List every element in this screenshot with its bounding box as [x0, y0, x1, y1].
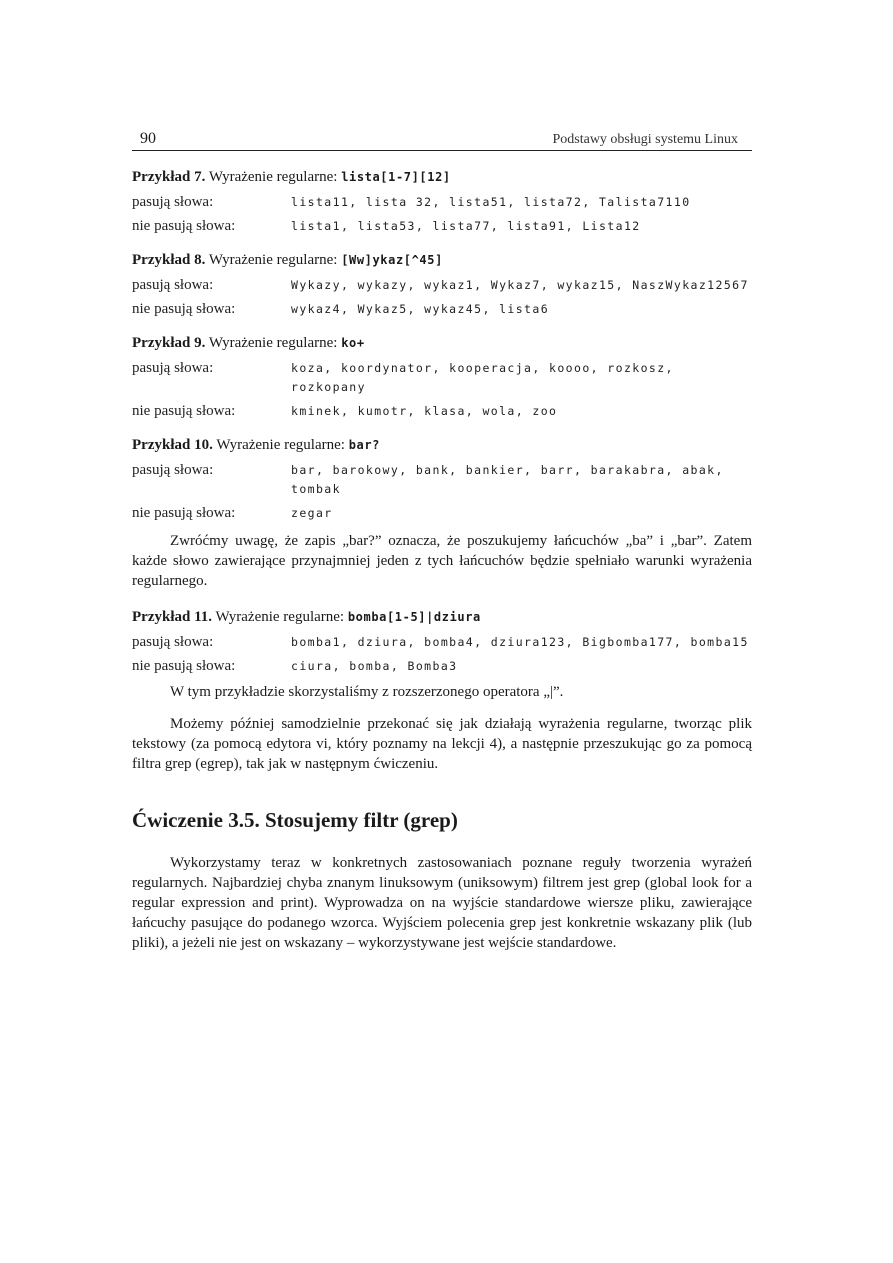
matching-words: Wykazy, wykazy, wykaz1, Wykaz7, wykaz15, NaszWykaz12567 — [291, 278, 749, 292]
page-header — [132, 128, 752, 151]
matching-row — [132, 461, 752, 499]
spacer — [132, 702, 752, 714]
non-matching-label: nie pasują słowa: — [132, 505, 236, 521]
non-matching-row — [132, 402, 752, 421]
regex-pattern: bomba[1-5]|dziura — [347, 610, 481, 624]
example-title — [132, 250, 752, 270]
matching-row — [132, 633, 752, 652]
regex-pattern: bar? — [348, 438, 380, 452]
non-matching-row — [132, 504, 752, 523]
non-matching-words: ciura, bomba, Bomba3 — [291, 659, 458, 673]
matching-words: lista11, lista 32, lista51, lista72, Talista7110 — [291, 195, 691, 209]
matching-words: bomba1, dziura, bomba4, dziura123, Bigbomba177, bomba15 — [291, 635, 749, 649]
grep-intro-paragraph: Możemy później samodzielnie przekonać się jak działają wyrażenia regularne, tworząc plik tekstowy (za pomocą edytora vi, który poznamy na lekcji 4), a następnie przeszukując go za pomocą filtra grep (egrep), tak jak w następnym ćwiczeniu. — [132, 716, 752, 772]
example-11 — [132, 607, 752, 676]
example-intro: Wyrażenie regularne: — [216, 437, 345, 453]
matching-words: koza, koordynator, kooperacja, koooo, rozkosz, rozkopany — [291, 361, 674, 394]
example-10 — [132, 435, 752, 523]
page-number: 90 — [140, 130, 156, 147]
non-matching-words: lista1, lista53, lista77, lista91, Lista12 — [291, 219, 641, 233]
section-paragraph: Wykorzystamy teraz w konkretnych zastosowaniach poznane reguły tworzenia wyrażeń regularnych. Najbardziej chyba znanym linuksowym (uniksowym) filtrem jest grep (global look for a regular expression and print). Wyprowadza on na wyjście standardowe wiersze pliku, zawierające łańcuchy pasujące do podanego wzorca. Wyjściem polecenia grep jest konkretnie wskazany plik (lub pliki), a jeżeli nie jest on wskazany – wykorzystywane jest wejście standardowe. — [132, 855, 752, 951]
matching-words: bar, barokowy, bank, bankier, barr, barakabra, abak, tombak — [291, 463, 724, 496]
note-pipe-operator: W tym przykładzie skorzystaliśmy z rozszerzonego operatora „|”. — [170, 684, 564, 700]
regex-pattern: ko+ — [341, 336, 365, 350]
regex-pattern: [Ww]ykaz[^45] — [341, 253, 443, 267]
matching-label: pasują słowa: — [132, 462, 214, 478]
example-intro: Wyrażenie regularne: — [208, 252, 338, 268]
example-intro: Wyrażenie regularne: — [208, 169, 338, 185]
note-bar-paragraph: Zwróćmy uwagę, że zapis „bar?” oznacza, że poszukujemy łańcuchów „ba” i „bar”. Zatem każde słowo zawierające przynajmniej jeden z tych łańcuchów będzie spełniało warunki wyrażenia regularnego. — [132, 533, 752, 589]
non-matching-label: nie pasują słowa: — [132, 301, 236, 317]
matching-row — [132, 193, 752, 212]
non-matching-words: kminek, kumotr, klasa, wola, zoo — [291, 404, 558, 418]
example-label: Przykład 8. — [132, 252, 206, 268]
matching-label: pasują słowa: — [132, 360, 214, 376]
book-page — [132, 128, 752, 953]
example-7 — [132, 167, 752, 236]
example-title — [132, 607, 752, 627]
section-heading: Ćwiczenie 3.5. Stosujemy filtr (grep) — [132, 808, 458, 832]
example-intro: Wyrażenie regularne: — [208, 335, 338, 351]
example-8 — [132, 250, 752, 319]
non-matching-label: nie pasują słowa: — [132, 403, 236, 419]
example-title — [132, 435, 752, 455]
non-matching-row — [132, 657, 752, 676]
example-label: Przykład 7. — [132, 169, 206, 185]
non-matching-words: wykaz4, Wykaz5, wykaz45, lista6 — [291, 302, 550, 316]
non-matching-row — [132, 217, 752, 236]
regex-pattern: lista[1-7][12] — [341, 170, 451, 184]
non-matching-label: nie pasują słowa: — [132, 218, 236, 234]
non-matching-label: nie pasują słowa: — [132, 658, 236, 674]
matching-row — [132, 276, 752, 295]
example-9 — [132, 333, 752, 421]
non-matching-row — [132, 300, 752, 319]
example-label: Przykład 9. — [132, 335, 206, 351]
matching-label: pasują słowa: — [132, 277, 214, 293]
example-title — [132, 333, 752, 353]
example-label: Przykład 11. — [132, 609, 213, 625]
example-intro: Wyrażenie regularne: — [215, 609, 345, 625]
matching-row — [132, 359, 752, 397]
example-title — [132, 167, 752, 187]
matching-label: pasują słowa: — [132, 634, 214, 650]
running-title: Podstawy obsługi systemu Linux — [552, 132, 738, 147]
matching-label: pasują słowa: — [132, 194, 214, 210]
example-label: Przykład 10. — [132, 437, 213, 453]
non-matching-words: zegar — [291, 506, 333, 520]
